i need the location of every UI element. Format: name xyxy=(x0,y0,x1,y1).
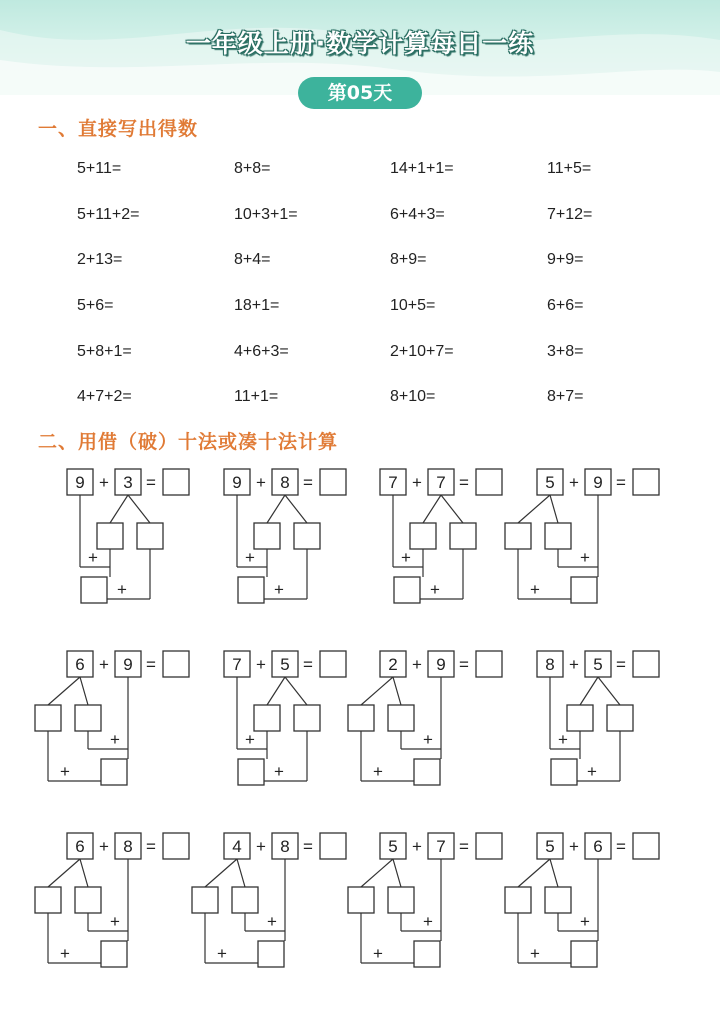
split-part-box xyxy=(254,523,280,549)
split-part-box xyxy=(35,705,61,731)
addend-a-value: 6 xyxy=(75,837,85,856)
plus-sign: + xyxy=(99,473,109,492)
sum-ten-box xyxy=(551,759,577,785)
split-part-box xyxy=(254,705,280,731)
plus-sign: + xyxy=(569,473,579,492)
plus-sign: + xyxy=(530,944,540,963)
answer-box xyxy=(163,469,189,495)
plus-sign: + xyxy=(412,655,422,674)
plus-sign: + xyxy=(256,655,266,674)
plus-sign: + xyxy=(412,837,422,856)
addend-a-value: 7 xyxy=(232,655,242,674)
problem-item: 3+8= xyxy=(547,343,584,360)
split-branch-line xyxy=(518,859,550,887)
problem-item: 14+1+1= xyxy=(390,160,454,177)
problem-item: 8+4= xyxy=(234,251,271,268)
plus-sign: + xyxy=(217,944,227,963)
split-branch-line xyxy=(267,495,285,523)
plus-sign: + xyxy=(110,730,120,749)
plus-sign: + xyxy=(580,912,590,931)
equals-sign: = xyxy=(616,655,626,674)
split-part-box xyxy=(232,887,258,913)
addend-b-value: 8 xyxy=(123,837,133,856)
problem-item: 4+6+3= xyxy=(234,343,289,360)
split-branch-line xyxy=(423,495,441,523)
answer-box xyxy=(320,833,346,859)
split-branch-line xyxy=(48,859,80,887)
answer-box xyxy=(633,469,659,495)
problem-item: 6+4+3= xyxy=(390,206,445,223)
split-part-box xyxy=(567,705,593,731)
equals-sign: = xyxy=(616,837,626,856)
plus-sign: + xyxy=(88,548,98,567)
problem-item: 5+6= xyxy=(77,297,114,314)
addend-b-value: 8 xyxy=(280,473,290,492)
split-part-box xyxy=(388,705,414,731)
sum-ten-box xyxy=(101,941,127,967)
plus-sign: + xyxy=(245,730,255,749)
split-branch-line xyxy=(598,677,620,705)
addend-b-value: 9 xyxy=(436,655,446,674)
plus-sign: + xyxy=(558,730,568,749)
split-part-box xyxy=(545,887,571,913)
plus-sign: + xyxy=(401,548,411,567)
answer-box xyxy=(320,651,346,677)
problem-item: 8+8= xyxy=(234,160,271,177)
plus-sign: + xyxy=(580,548,590,567)
plus-sign: + xyxy=(423,730,433,749)
equals-sign: = xyxy=(459,655,469,674)
addend-b-value: 8 xyxy=(280,837,290,856)
equals-sign: = xyxy=(303,473,313,492)
addend-a-value: 7 xyxy=(388,473,398,492)
split-branch-line xyxy=(550,495,558,523)
addend-a-value: 9 xyxy=(232,473,242,492)
answer-box xyxy=(633,651,659,677)
problem-item: 5+11= xyxy=(77,160,122,177)
split-branch-line xyxy=(285,495,307,523)
answer-box xyxy=(320,469,346,495)
sum-ten-box xyxy=(258,941,284,967)
problem-item: 18+1= xyxy=(234,297,280,314)
split-part-box xyxy=(35,887,61,913)
plus-sign: + xyxy=(256,837,266,856)
section2-title: 二、用借（破）十法或凑十法计算 xyxy=(38,431,339,453)
section1-title: 一、直接写出得数 xyxy=(38,118,199,140)
plus-sign: + xyxy=(412,473,422,492)
plus-sign: + xyxy=(99,837,109,856)
plus-sign: + xyxy=(373,762,383,781)
answer-box xyxy=(163,833,189,859)
split-part-box xyxy=(505,523,531,549)
answer-box xyxy=(633,833,659,859)
addend-a-value: 5 xyxy=(388,837,398,856)
equals-sign: = xyxy=(146,837,156,856)
plus-sign: + xyxy=(60,762,70,781)
answer-box xyxy=(163,651,189,677)
split-part-box xyxy=(388,887,414,913)
addend-a-value: 4 xyxy=(232,837,242,856)
addend-b-value: 3 xyxy=(123,473,133,492)
sum-ten-box xyxy=(101,759,127,785)
split-part-box xyxy=(137,523,163,549)
split-branch-line xyxy=(361,859,393,887)
plus-sign: + xyxy=(274,580,284,599)
equals-sign: = xyxy=(459,473,469,492)
addend-a-value: 9 xyxy=(75,473,85,492)
split-branch-line xyxy=(550,859,558,887)
split-branch-line xyxy=(580,677,598,705)
sum-ten-box xyxy=(81,577,107,603)
plus-sign: + xyxy=(60,944,70,963)
problem-item: 7+12= xyxy=(547,206,593,223)
problem-item: 2+10+7= xyxy=(390,343,454,360)
addend-b-value: 5 xyxy=(593,655,603,674)
split-part-box xyxy=(348,705,374,731)
problem-item: 8+7= xyxy=(547,388,584,405)
plus-sign: + xyxy=(256,473,266,492)
addend-b-value: 5 xyxy=(280,655,290,674)
page-title: 一年级上册·数学计算每日一练 xyxy=(185,29,535,58)
split-part-box xyxy=(75,705,101,731)
split-part-box xyxy=(348,887,374,913)
split-branch-line xyxy=(267,677,285,705)
plus-sign: + xyxy=(110,912,120,931)
sum-ten-box xyxy=(414,941,440,967)
day-badge: 第05天 xyxy=(298,77,422,109)
split-branch-line xyxy=(80,677,88,705)
split-branch-line xyxy=(285,677,307,705)
plus-sign: + xyxy=(373,944,383,963)
plus-sign: + xyxy=(117,580,127,599)
addend-a-value: 6 xyxy=(75,655,85,674)
problem-item: 5+8+1= xyxy=(77,343,132,360)
split-part-box xyxy=(192,887,218,913)
sum-ten-box xyxy=(414,759,440,785)
problem-item: 10+3+1= xyxy=(234,206,298,223)
addend-b-value: 7 xyxy=(436,473,446,492)
equals-sign: = xyxy=(303,655,313,674)
sum-ten-box xyxy=(238,577,264,603)
split-part-box xyxy=(294,705,320,731)
problem-item: 10+5= xyxy=(390,297,436,314)
plus-sign: + xyxy=(423,912,433,931)
plus-sign: + xyxy=(587,762,597,781)
addend-a-value: 5 xyxy=(545,473,555,492)
plus-sign: + xyxy=(99,655,109,674)
split-part-box xyxy=(450,523,476,549)
sum-ten-box xyxy=(571,577,597,603)
answer-box xyxy=(476,833,502,859)
split-branch-line xyxy=(361,677,393,705)
problem-item: 2+13= xyxy=(77,251,123,268)
split-part-box xyxy=(505,887,531,913)
plus-sign: + xyxy=(245,548,255,567)
plus-sign: + xyxy=(430,580,440,599)
answer-box xyxy=(476,651,502,677)
addend-b-value: 7 xyxy=(436,837,446,856)
plus-sign: + xyxy=(569,655,579,674)
problem-item: 9+9= xyxy=(547,251,584,268)
problem-item: 8+9= xyxy=(390,251,427,268)
plus-sign: + xyxy=(274,762,284,781)
split-branch-line xyxy=(393,677,401,705)
addend-a-value: 2 xyxy=(388,655,398,674)
sum-ten-box xyxy=(394,577,420,603)
split-branch-line xyxy=(48,677,80,705)
sum-ten-box xyxy=(238,759,264,785)
answer-box xyxy=(476,469,502,495)
split-part-box xyxy=(545,523,571,549)
equals-sign: = xyxy=(459,837,469,856)
addend-b-value: 6 xyxy=(593,837,603,856)
split-branch-line xyxy=(205,859,237,887)
equals-sign: = xyxy=(146,655,156,674)
split-branch-line xyxy=(80,859,88,887)
split-branch-line xyxy=(128,495,150,523)
problem-item: 8+10= xyxy=(390,388,436,405)
problem-item: 6+6= xyxy=(547,297,584,314)
problem-item: 4+7+2= xyxy=(77,388,132,405)
problem-item: 5+11+2= xyxy=(77,206,140,223)
plus-sign: + xyxy=(530,580,540,599)
split-branch-line xyxy=(237,859,245,887)
split-part-box xyxy=(294,523,320,549)
addend-a-value: 5 xyxy=(545,837,555,856)
split-branch-line xyxy=(110,495,128,523)
equals-sign: = xyxy=(146,473,156,492)
split-part-box xyxy=(97,523,123,549)
plus-sign: + xyxy=(569,837,579,856)
sum-ten-box xyxy=(571,941,597,967)
problem-item: 11+5= xyxy=(547,160,592,177)
split-part-box xyxy=(75,887,101,913)
problem-item: 11+1= xyxy=(234,388,279,405)
plus-sign: + xyxy=(267,912,277,931)
equals-sign: = xyxy=(616,473,626,492)
split-branch-line xyxy=(441,495,463,523)
addend-b-value: 9 xyxy=(123,655,133,674)
equals-sign: = xyxy=(303,837,313,856)
split-branch-line xyxy=(393,859,401,887)
split-branch-line xyxy=(518,495,550,523)
addend-a-value: 8 xyxy=(545,655,555,674)
split-part-box xyxy=(410,523,436,549)
split-part-box xyxy=(607,705,633,731)
addend-b-value: 9 xyxy=(593,473,603,492)
